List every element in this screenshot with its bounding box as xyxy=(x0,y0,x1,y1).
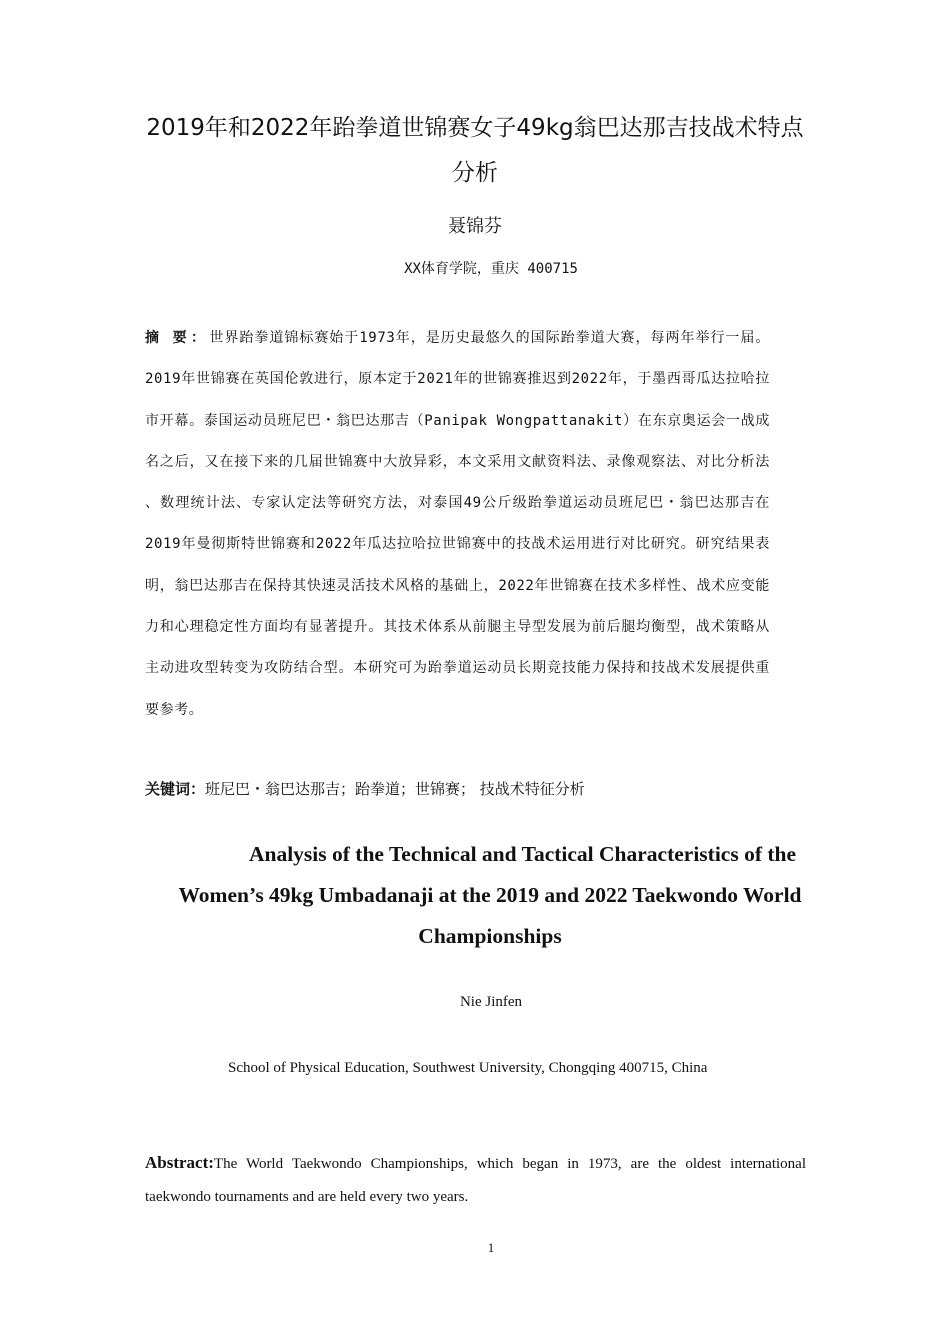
english-abstract-text: The World Taekwondo Championships, which began in 1973, are the oldest international taekwondo tournaments and are held every two years. xyxy=(145,1156,806,1205)
english-title-line-2: Women’s 49kg Umbadanaji at the 2019 and 2022 Taekwondo World xyxy=(178,883,802,907)
chinese-keywords-label: 关键词： xyxy=(145,780,206,798)
english-author: Nie Jinfen xyxy=(459,994,523,1010)
chinese-title: 2019年和2022年跆拳道世锦赛女子49kg翁巴达那吉技战术特点分析 xyxy=(146,115,804,186)
english-affiliation: School of Physical Education, Southwest University, Chongqing 400715, China xyxy=(228,1060,708,1076)
english-title xyxy=(140,834,840,957)
chinese-abstract-label: 摘 要： xyxy=(145,330,210,346)
chinese-author: 聂锦芬 xyxy=(448,216,502,237)
chinese-abstract-text: 世界跆拳道锦标赛始于1973年，是历史最悠久的国际跆拳道大赛，每两年举行一届。2019年世锦赛在英国伦敦进行，原本定于2021年的世锦赛推迟到2022年，于墨西哥瓜达拉哈拉市开幕。泰国运动员班尼巴・翁巴达那吉（Panipak Wongpattanakit）在东京奥运会一战成名之后，又在接下来的几届世锦赛中大放异彩，本文采用文献资料法、录像观察法、对比分析法 、数理统计法、专家认定法等研究方法，对泰国49公斤级跆拳道运动员班尼巴・翁巴达那吉在2019年曼彻斯特世锦赛和2022年瓜达拉哈拉世锦赛中的技战术运用进行对比研究。研究结果表明，翁巴达那吉在保持其快速灵活技术风格的基础上，2022年世锦赛在技术多样性、战术应变能力和心理稳定性方面均有显著提升。其技术体系从前腿主导型发展为前后腿均衡型，战术策略从主动进攻型转变为攻防结合型。本研究可为跆拳道运动员长期竞技能力保持和技战术发展提供重要参考。 xyxy=(145,330,770,718)
chinese-keywords-text: 班尼巴・翁巴达那吉；跆拳道；世锦赛； 技战术特征分析 xyxy=(205,780,585,798)
english-title-line-3: Championships xyxy=(418,924,562,948)
chinese-affiliation: XX体育学院，重庆 400715 xyxy=(404,261,578,277)
chinese-keywords xyxy=(145,776,805,802)
english-abstract xyxy=(145,1146,806,1214)
english-title-line-1: Analysis of the Technical and Tactical Characteristics of the xyxy=(248,842,797,866)
english-abstract-label: Abstract: xyxy=(145,1153,214,1172)
page-number: 1 xyxy=(487,1240,495,1255)
chinese-abstract xyxy=(145,318,770,731)
